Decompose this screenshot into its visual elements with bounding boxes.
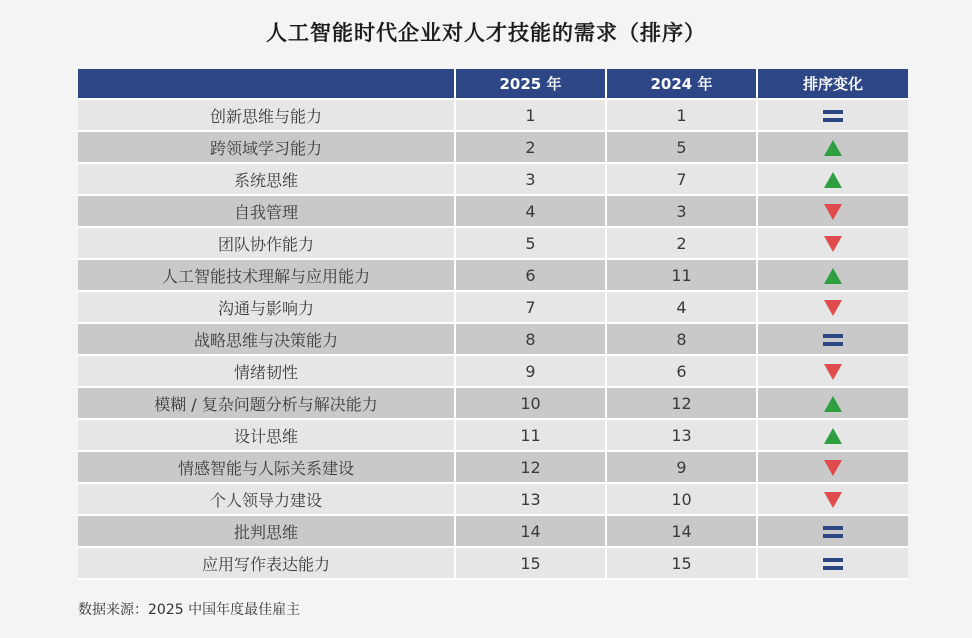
rank-2024: 2 [607,228,758,260]
skill-name: 创新思维与能力 [78,100,456,132]
skill-name: 个人领导力建设 [78,484,456,516]
skill-name: 自我管理 [78,196,456,228]
rank-change [758,452,908,484]
rank-change [758,132,908,164]
rank-2024: 13 [607,420,758,452]
rank-2024: 8 [607,324,758,356]
rank-change [758,356,908,388]
rank-2025: 1 [456,100,607,132]
table-row [78,260,908,292]
skill-name: 沟通与影响力 [78,292,456,324]
rank-2024: 12 [607,388,758,420]
equal-sign-icon [823,109,843,123]
header-2024: 2024 年 [607,69,758,100]
skill-name: 战略思维与决策能力 [78,324,456,356]
rank-2025: 15 [456,548,607,580]
rank-2025: 2 [456,132,607,164]
rank-2025: 8 [456,324,607,356]
up-triangle-icon [824,428,842,444]
table-row [78,484,908,516]
table-body [78,100,908,580]
chart-title: 人工智能时代企业对人才技能的需求（排序） [266,21,706,45]
rank-2024: 1 [607,100,758,132]
header-skill [78,69,456,100]
skill-name: 模糊 / 复杂问题分析与解决能力 [78,388,456,420]
table-row [78,164,908,196]
rank-change [758,100,908,132]
down-triangle-icon [824,204,842,220]
rank-change [758,292,908,324]
table-row [78,548,908,580]
rank-2024: 3 [607,196,758,228]
down-triangle-icon [824,364,842,380]
rank-change [758,420,908,452]
ranking-table [78,69,908,580]
rank-2025: 7 [456,292,607,324]
equal-sign-icon [823,333,843,347]
rank-2024: 9 [607,452,758,484]
skill-name: 跨领域学习能力 [78,132,456,164]
skill-name: 系统思维 [78,164,456,196]
rank-2024: 4 [607,292,758,324]
skill-name: 设计思维 [78,420,456,452]
equal-sign-icon [823,525,843,539]
header-change: 排序变化 [758,69,908,100]
table-row [78,356,908,388]
rank-2024: 7 [607,164,758,196]
rank-change [758,260,908,292]
rank-2025: 14 [456,516,607,548]
up-triangle-icon [824,172,842,188]
rank-2025: 9 [456,356,607,388]
rank-change [758,228,908,260]
rank-2025: 12 [456,452,607,484]
rank-2025: 13 [456,484,607,516]
rank-2025: 11 [456,420,607,452]
rank-change [758,196,908,228]
skill-name: 情感智能与人际关系建设 [78,452,456,484]
rank-change [758,548,908,580]
down-triangle-icon [824,492,842,508]
equal-sign-icon [823,557,843,571]
down-triangle-icon [824,460,842,476]
source-note: 数据来源：2025 中国年度最佳雇主 [78,602,301,618]
skill-name: 应用写作表达能力 [78,548,456,580]
table-row [78,452,908,484]
skill-name: 团队协作能力 [78,228,456,260]
table-header-row [78,69,908,100]
rank-change [758,324,908,356]
rank-change [758,516,908,548]
rank-2024: 14 [607,516,758,548]
table-row [78,292,908,324]
table-row [78,516,908,548]
rank-2025: 6 [456,260,607,292]
rank-change [758,388,908,420]
rank-2024: 6 [607,356,758,388]
rank-2024: 11 [607,260,758,292]
table-row [78,100,908,132]
down-triangle-icon [824,300,842,316]
header-2025: 2025 年 [456,69,607,100]
rank-2025: 3 [456,164,607,196]
table-row [78,388,908,420]
rank-change [758,164,908,196]
up-triangle-icon [824,396,842,412]
up-triangle-icon [824,268,842,284]
down-triangle-icon [824,236,842,252]
rank-2025: 4 [456,196,607,228]
table-row [78,196,908,228]
skill-name: 情绪韧性 [78,356,456,388]
rank-2024: 10 [607,484,758,516]
rank-2024: 15 [607,548,758,580]
rank-2025: 10 [456,388,607,420]
table-row [78,132,908,164]
table-row [78,420,908,452]
skill-name: 批判思维 [78,516,456,548]
table-row [78,228,908,260]
rank-2025: 5 [456,228,607,260]
up-triangle-icon [824,140,842,156]
skill-name: 人工智能技术理解与应用能力 [78,260,456,292]
table-row [78,324,908,356]
rank-change [758,484,908,516]
rank-2024: 5 [607,132,758,164]
